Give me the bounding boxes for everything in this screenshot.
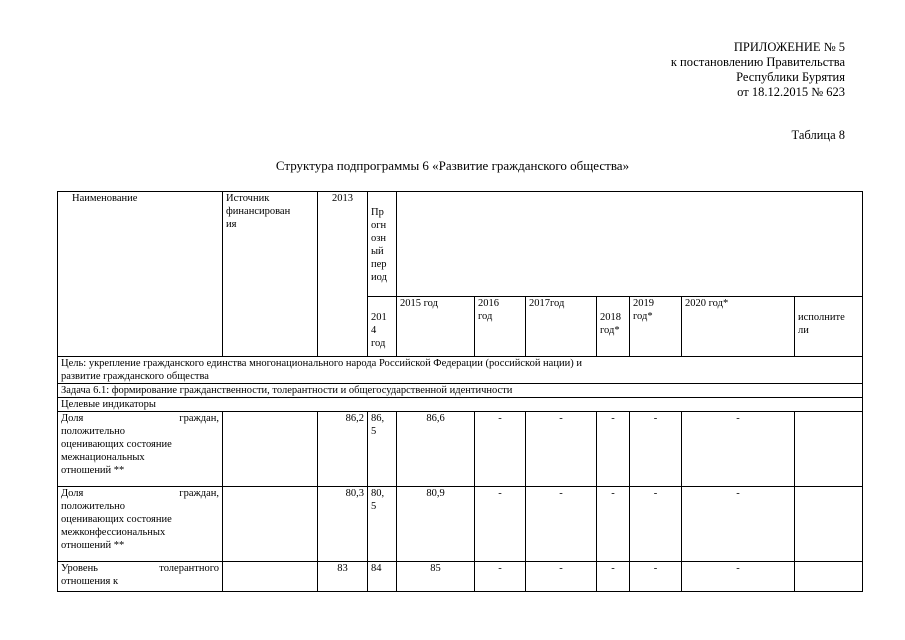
header-row-1 xyxy=(58,192,863,297)
header-2020: 2020 год* xyxy=(682,297,795,357)
value-2013: 80,3 xyxy=(318,487,368,562)
indicator-source xyxy=(223,562,318,592)
indicator-name xyxy=(58,562,223,592)
task-row xyxy=(58,384,863,398)
value-2019: - xyxy=(630,487,682,562)
value-2019: - xyxy=(630,562,682,592)
header-2017: 2017год xyxy=(526,297,597,357)
table-row xyxy=(58,412,863,487)
indicator-name xyxy=(58,412,223,487)
appendix-block xyxy=(671,40,845,100)
header-2013: 2013 xyxy=(318,192,368,357)
subprogram-structure-table xyxy=(57,191,863,592)
value-2013: 83 xyxy=(318,562,368,592)
value-2018: - xyxy=(597,487,630,562)
value-2014: 80, 5 xyxy=(368,487,397,562)
header-forecast: Пр огн озн ый пер иод xyxy=(368,192,397,297)
table-row xyxy=(58,487,863,562)
indicator-name-first-line: Доля граждан, xyxy=(61,488,219,499)
indicator-source xyxy=(223,487,318,562)
indicator-name-first-line: Доля граждан, xyxy=(61,413,219,424)
appendix-date: от 18.12.2015 № 623 xyxy=(737,85,845,99)
value-2013: 86,2 xyxy=(318,412,368,487)
value-2014: 84 xyxy=(368,562,397,592)
header-executor: исполните ли xyxy=(795,297,863,357)
indicator-name xyxy=(58,487,223,562)
value-2017: - xyxy=(526,562,597,592)
header-name: Наименование xyxy=(58,192,223,357)
value-2018: - xyxy=(597,412,630,487)
header-2016: 2016 год xyxy=(475,297,526,357)
value-2017: - xyxy=(526,412,597,487)
value-2014: 86, 5 xyxy=(368,412,397,487)
appendix-reference: к постановлению Правительства xyxy=(670,55,845,69)
value-2016: - xyxy=(475,487,526,562)
appendix-government: Республики Бурятия xyxy=(736,70,845,84)
goal-text: Цель: укрепление гражданского единства многонационального народа Российской Федерации (российской нации) и развитие гражданского общества xyxy=(58,357,863,384)
document-title: Структура подпрограммы 6 «Развитие гражданского общества» xyxy=(275,158,630,173)
value-2016: - xyxy=(475,562,526,592)
indicator-name-rest: отношения к xyxy=(61,576,119,587)
table-row xyxy=(58,562,863,592)
value-2017: - xyxy=(526,487,597,562)
value-2019: - xyxy=(630,412,682,487)
indicator-name-rest: положительно оценивающих состояние межнациональных отношений ** xyxy=(61,426,172,476)
value-executor xyxy=(795,487,863,562)
indicator-name-first-line: Уровень толерантного xyxy=(61,563,219,574)
indicator-source xyxy=(223,412,318,487)
header-forecast-span xyxy=(397,192,863,297)
value-2020: - xyxy=(682,412,795,487)
indicators-label: Целевые индикаторы xyxy=(58,398,863,412)
header-2015: 2015 год xyxy=(397,297,475,357)
appendix-title: ПРИЛОЖЕНИЕ № 5 xyxy=(733,40,845,54)
header-2018: 2018 год* xyxy=(597,297,630,357)
header-2014: 201 4 год xyxy=(368,297,397,357)
value-2020: - xyxy=(682,562,795,592)
value-2020: - xyxy=(682,487,795,562)
header-source: Источник финансирован ия xyxy=(223,192,318,357)
value-2015: 80,9 xyxy=(397,487,475,562)
value-executor xyxy=(795,562,863,592)
goal-row xyxy=(58,357,863,384)
value-2016: - xyxy=(475,412,526,487)
task-text: Задача 6.1: формирование гражданственности, толерантности и общегосударственной идентичности xyxy=(58,384,863,398)
value-2015: 86,6 xyxy=(397,412,475,487)
indicators-row xyxy=(58,398,863,412)
value-executor xyxy=(795,412,863,487)
value-2015: 85 xyxy=(397,562,475,592)
value-2018: - xyxy=(597,562,630,592)
indicator-name-rest: положительно оценивающих состояние межконфессиональных отношений ** xyxy=(61,501,172,551)
table-label: Таблица 8 xyxy=(791,128,845,142)
header-2019: 2019 год* xyxy=(630,297,682,357)
